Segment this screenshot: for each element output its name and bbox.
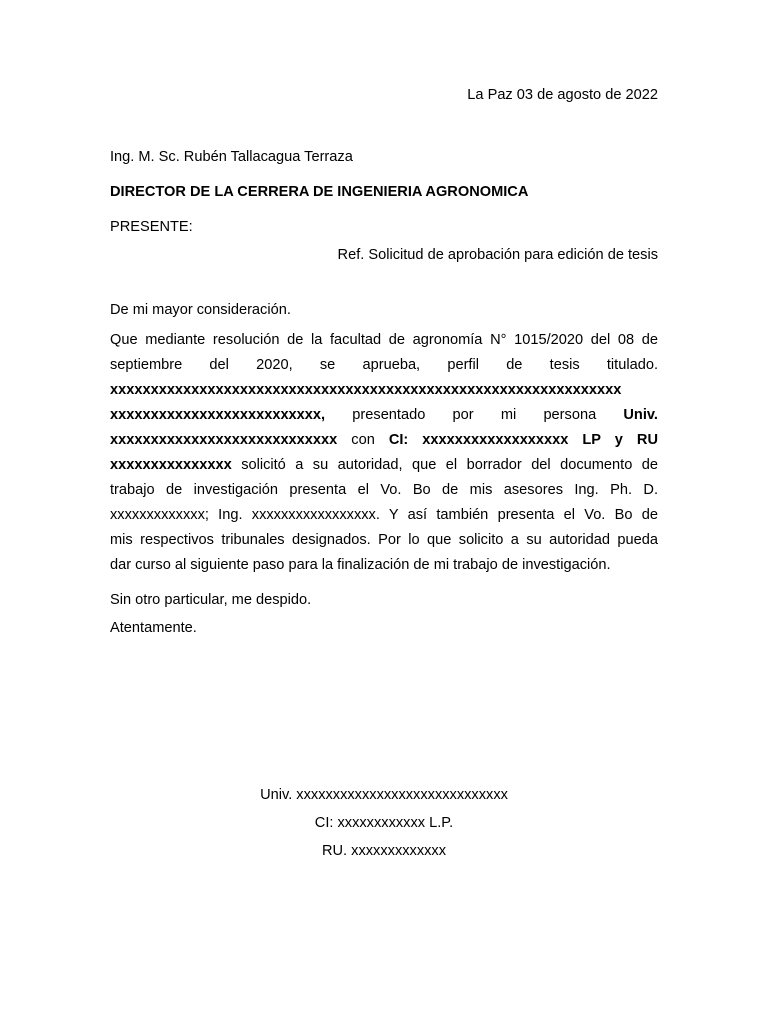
body-text-segment: presentado por mi persona <box>325 407 624 423</box>
body-line: mis respectivos tribunales designados. Por lo que solicito a su autoridad pueda <box>110 532 658 548</box>
body-line: septiembre del 2020, se aprueba, perfil de tesis titulado. <box>110 357 658 373</box>
closing-line: Sin otro particular, me despido. <box>110 592 312 608</box>
letter-body <box>110 328 658 578</box>
sign-off: Atentamente. <box>110 620 197 636</box>
signature-ci: CI: xxxxxxxxxxxx L.P. <box>314 815 454 831</box>
greeting: De mi mayor consideración. <box>110 302 291 318</box>
body-text-segment: con <box>337 432 389 448</box>
letter-date: La Paz 03 de agosto de 2022 <box>467 87 658 103</box>
student-prefix: Univ. <box>623 407 658 423</box>
body-line: xxxxxxxxxxxxx; Ing. xxxxxxxxxxxxxxxxx. Y así también presenta el Vo. Bo de <box>110 507 658 523</box>
student-ci: CI: xxxxxxxxxxxxxxxxxx LP y RU <box>388 432 658 448</box>
body-line <box>110 453 658 478</box>
body-line: trabajo de investigación presenta el Vo. Bo de mis asesores Ing. Ph. D. <box>110 482 658 498</box>
recipient-name: Ing. M. Sc. Rubén Tallacagua Terraza <box>110 149 353 165</box>
thesis-title-end: xxxxxxxxxxxxxxxxxxxxxxxxxx, <box>110 407 326 423</box>
body-line-thesis-title: xxxxxxxxxxxxxxxxxxxxxxxxxxxxxxxxxxxxxxxxxxxxxxxxxxxxxxxxxxxxxxx <box>110 382 622 398</box>
body-line <box>110 403 658 428</box>
signature-ru: RU. xxxxxxxxxxxxx <box>321 843 447 859</box>
body-line <box>110 428 658 453</box>
body-line: Que mediante resolución de la facultad de agronomía N° 1015/2020 del 08 de <box>110 332 658 348</box>
recipient-title: DIRECTOR DE LA CERRERA DE INGENIERIA AGRONOMICA <box>110 184 529 200</box>
student-ru: xxxxxxxxxxxxxxx <box>110 457 232 473</box>
signature-name: Univ. xxxxxxxxxxxxxxxxxxxxxxxxxxxxx <box>260 787 508 803</box>
presente-label: PRESENTE: <box>110 219 193 235</box>
body-text-segment: solicitó a su autoridad, que el borrador del documento de <box>231 457 658 473</box>
student-name: xxxxxxxxxxxxxxxxxxxxxxxxxxxx <box>110 432 338 448</box>
reference-line: Ref. Solicitud de aprobación para edición de tesis <box>337 247 658 263</box>
body-line: dar curso al siguiente paso para la finalización de mi trabajo de investigación. <box>110 557 611 573</box>
